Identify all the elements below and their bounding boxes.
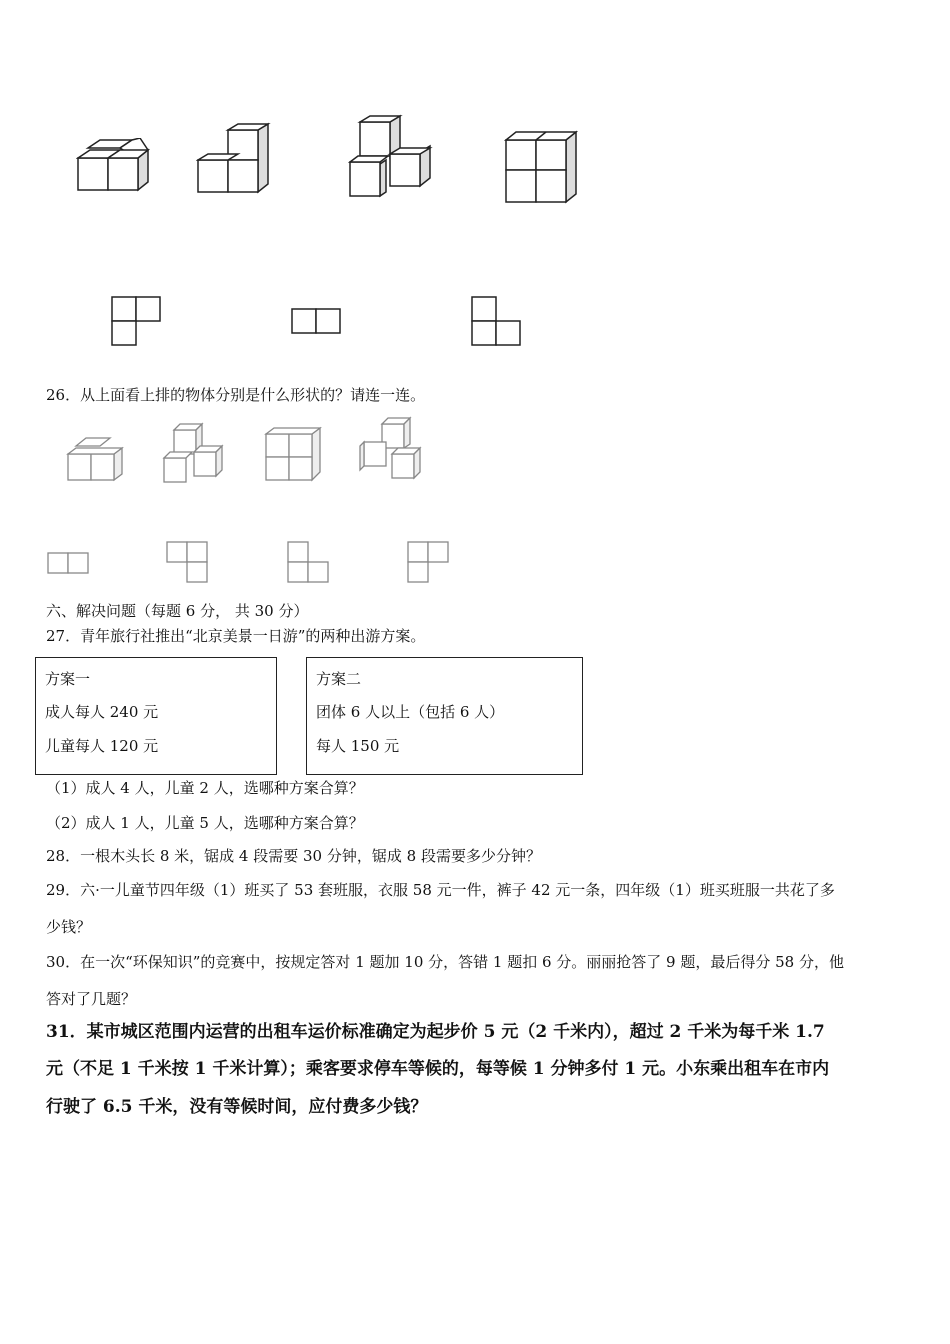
question-31-line-3: 行驶了 6.5 千米，没有等候时间，应付费多少钱？ bbox=[46, 1097, 428, 1117]
plan-one-title: 方案一 bbox=[45, 670, 91, 688]
question-31-line-1: 31．某市城区范围内运营的出租车运价标准确定为起步价 5 元（2 千米内），超过 2 千米为每千米 1.7 bbox=[46, 1022, 825, 1042]
q26-cube-solid-3 bbox=[264, 426, 322, 482]
q26-cube-solid-2 bbox=[160, 422, 226, 484]
question-29-line-2: 少钱？ bbox=[46, 918, 92, 936]
question-26: 26．从上面看上排的物体分别是什么形状的？请连一连。 bbox=[46, 386, 426, 404]
plan-two-title: 方案二 bbox=[316, 670, 362, 688]
plan-two-box bbox=[306, 657, 583, 775]
plan-one-box bbox=[35, 657, 277, 775]
q26-top-view-3 bbox=[287, 541, 331, 585]
q26-cube-solid-1 bbox=[66, 436, 124, 482]
question-30-line-1: 30．在一次“环保知识”的竞赛中，按规定答对 1 题加 10 分，答错 1 题扣 6 分。丽丽抢答了 9 题，最后得分 58 分，他 bbox=[46, 953, 844, 971]
top-view-shape-2 bbox=[291, 308, 343, 336]
q26-top-view-1 bbox=[47, 552, 91, 576]
question-27: 27．青年旅行社推出“北京美景一日游”的两种出游方案。 bbox=[46, 627, 426, 645]
question-27-sub-2: （2）成人 1 人，儿童 5 人，选哪种方案合算？ bbox=[46, 814, 364, 832]
question-27-sub-1: （1）成人 4 人，儿童 2 人，选哪种方案合算？ bbox=[46, 779, 364, 797]
question-29-line-1: 29．六·一儿童节四年级（1）班买了 53 套班服，衣服 58 元一件，裤子 42 元一条，四年级（1）班买班服一共花了多 bbox=[46, 881, 835, 899]
plan-two-price: 每人 150 元 bbox=[316, 737, 400, 755]
q26-cube-solid-4 bbox=[358, 416, 424, 482]
top-view-shape-1 bbox=[111, 296, 163, 348]
cube-solid-2 bbox=[196, 122, 272, 194]
cube-solid-4 bbox=[504, 128, 580, 204]
cube-solid-1 bbox=[76, 138, 152, 192]
question-31-line-2: 元（不足 1 千米按 1 千米计算）；乘客要求停车等候的，每等候 1 分钟多付 1 元。小东乘出租车在市内 bbox=[46, 1059, 830, 1079]
top-view-shape-3 bbox=[471, 296, 523, 348]
plan-two-group-rule: 团体 6 人以上（包括 6 人） bbox=[316, 703, 505, 721]
cube-solid-3 bbox=[348, 112, 434, 198]
question-28: 28．一根木头长 8 米，锯成 4 段需要 30 分钟，锯成 8 段需要多少分钟？ bbox=[46, 847, 541, 865]
question-30-line-2: 答对了几题？ bbox=[46, 990, 137, 1008]
q26-top-view-2 bbox=[166, 541, 210, 585]
plan-one-adult-price: 成人每人 240 元 bbox=[45, 703, 159, 721]
plan-one-child-price: 儿童每人 120 元 bbox=[45, 737, 159, 755]
q26-top-view-4 bbox=[407, 541, 451, 585]
section-six-title: 六、解决问题（每题 6 分， 共 30 分） bbox=[46, 602, 309, 620]
